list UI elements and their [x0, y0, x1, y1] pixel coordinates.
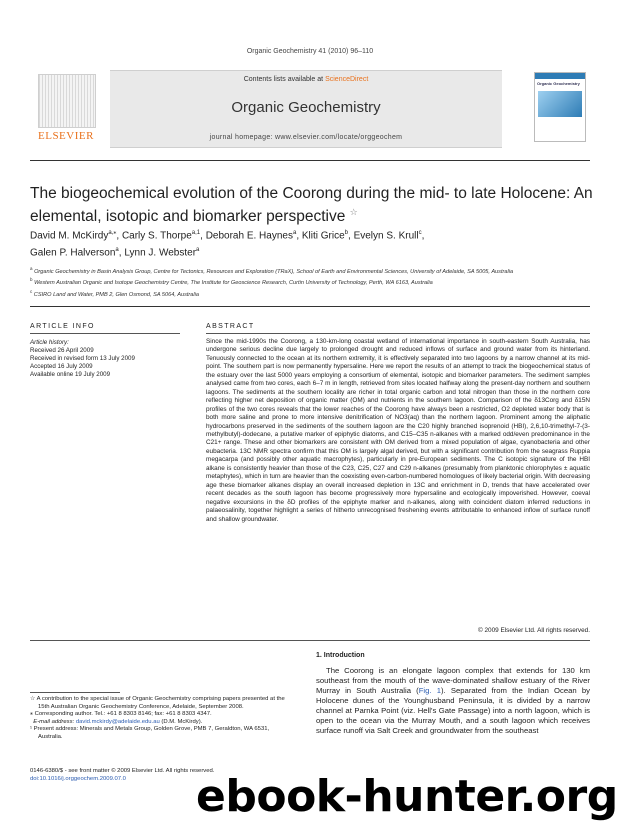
- footnote-star: [30, 696, 288, 711]
- abstract-copyright: © 2009 Elsevier Ltd. All rights reserved.: [478, 627, 590, 634]
- journal-reference: Organic Geochemistry 41 (2010) 96–110: [246, 48, 374, 55]
- affiliation-key: b: [30, 277, 33, 283]
- contents-line: [110, 76, 502, 83]
- history-accepted: Accepted 16 July 2009: [30, 363, 93, 370]
- article-info-heading: ARTICLE INFO: [30, 323, 95, 330]
- footnote-corresponding: [30, 711, 288, 719]
- front-matter-line: 0146-6380/$ - see front matter © 2009 Elsevier Ltd. All rights reserved.: [30, 768, 215, 774]
- affiliation-rule: [30, 306, 590, 307]
- journal-cover-thumbnail: [534, 72, 586, 142]
- cover-title: Organic Geochemistry: [537, 81, 580, 86]
- journal-masthead: [38, 70, 586, 150]
- author-affiliation-marker: a: [115, 247, 119, 254]
- article-title-text: The biogeochemical evolution of the Coorong during the mid- to late Holocene: An elemental, isotopic and biomarker perspective: [30, 185, 593, 226]
- footnote-rule: [30, 692, 120, 693]
- footnote-1-marker: ¹: [30, 726, 34, 732]
- abstract-text: Since the mid-1990s the Coorong, a 130-km-long coastal wetland of international importance in south-eastern South Australia, has undergone serious decline due largely to prolonged drought and reduced inflows of surface and ground water from its hinterland. Tenuously connected to the ocean at its northern extremity, it is effectively separated into two lagoons by a narrow channel at its mid-point. The southern part is now permanently hypersaline. Here we report the results of an attempt to track the biogeochemical status of the estuary over the last 5000 years employing a consortium of elemental, isotopic and biomarker parameters. The sediment samples analysed came from two cores, each 6–7 m in length, retrieved from sites located halfway along the present-day northern and southern lagoons. The sediments at the southern locality are richer in total organic carbon and total nitrogen than those in the northern core reflecting higher net deposition of organic matter (OM) and nutrients in the southern lagoon. Comparison of the δ13Corg and δ15N profiles of the two cores reveals that the lower reaches of the Coorong have always been a restricted, O2 depleted water body that is both more saline and prone to more intensive denitrification of NO3(aq) than the northern lagoon. Prominent among the aliphatic hydrocarbons preserved in the sediments of the southern lagoon are the C20 highly branched isoprenoid (HBI), 2,6,10-trimethyl-7-(3-methylbutyl)-dodecane, a putative marker of epiphytic diatoms, and C15–C35 n-alkanes with a marked odd/even predominance in the C21+ range. These and other biomarkers are consistent with OM derived from a mixed population of algae, cyanobacteria and other eubacteria. 13C NMR spectra confirm that this OM is largely algal derived, but with a significant contribution from the seagrass Ruppia megacarpa (and possibly other aquatic macrophytes), particularly in pre-European sediments. The C isotopic signature of the HBI alkane is consistently heavier than those of the C23, C25, C27 and C29 n-alkanes (presumably from planktonic chlorophytes ± aquatic metaphytes), which in turn are heavier than the coexisting even-carbon-numbered homologues of likely bacterial origin. With decreasing age these biomarker alkanes display an overall increased depletion in 13C and enrichment in D, trends that have accelerated over recent decades as the south lagoon has become progressively more hypersaline and ecologically impoverished. However, coeval negative excursions in the δD profiles of the epiphyte marker and n-alkanes, along with coincident diatom inferred reductions in palaeosalinity, together highlight a series of hitherto unrecognised freshening events attributable to enhanced inflow of surface runoff and shallow groundwater.: [206, 338, 590, 523]
- author-name[interactable]: Evelyn S. Krull: [353, 230, 419, 242]
- present-address-text: Present address: Minerals and Metals Group, Golden Grove, PMB 7, Geraldton, WA 6531, Australia.: [33, 726, 270, 740]
- fig-1-link[interactable]: Fig. 1: [418, 685, 441, 695]
- affiliations: [30, 265, 590, 299]
- affiliation-key: a: [30, 266, 33, 271]
- author-affiliation-marker: c: [418, 230, 422, 236]
- email-suffix: (D.M. McKirdy).: [161, 718, 203, 725]
- elsevier-tree-icon: [38, 74, 96, 128]
- footnote-star-text: A contribution to the special issue of Organic Geochemistry comprising papers presented at the 15th Australian Organic Geochemistry Conference, Adelaide, September 2008.: [36, 696, 285, 710]
- author-separator: ,: [116, 230, 122, 242]
- intro-part-2: ). Separated from the Indian Ocean by Holocene dunes of the Younghusband Peninsula, it is divided by a narrow channel at Parnka Point (viz. Hell's Gate Passage) into a north lagoon, which is open to the ocean via the Murray Mouth, and a south lagoon which receives surface runoff via Salt Creek and groundwater from the southeast: [316, 685, 590, 735]
- history-online: Available online 19 July 2009: [30, 371, 111, 378]
- footnote-star-icon: ☆: [30, 696, 37, 702]
- affiliation-item: [30, 276, 590, 287]
- elsevier-wordmark: ELSEVIER: [38, 130, 94, 142]
- author-name[interactable]: Kliti Grice: [301, 230, 345, 242]
- author-affiliation-marker: a,⁎: [108, 230, 117, 236]
- header-rule: [30, 160, 590, 161]
- watermark-text: ebook-hunter.org: [196, 771, 618, 822]
- elsevier-logo: [38, 74, 100, 146]
- author-separator: ,: [296, 230, 302, 242]
- title-footnote-star-icon[interactable]: ☆: [349, 207, 358, 217]
- author-name[interactable]: Galen P. Halverson: [30, 247, 116, 259]
- cover-image: [538, 91, 582, 117]
- article-history-label: Article history:: [30, 339, 69, 346]
- email-label: E-mail address:: [33, 718, 75, 725]
- sciencedirect-link[interactable]: ScienceDirect: [325, 76, 369, 83]
- affiliation-item: [30, 265, 590, 276]
- author-list: [30, 226, 590, 261]
- corresponding-asterisk-icon: ⁎: [30, 711, 35, 717]
- author-separator: ,: [348, 230, 354, 242]
- abstract-heading: ABSTRACT: [206, 323, 255, 330]
- journal-title: Organic Geochemistry: [231, 99, 381, 116]
- introduction-text: [316, 666, 590, 736]
- affiliation-item: [30, 288, 590, 299]
- affiliation-text: CSIRO Land and Water, PMB 2, Glen Osmond, SA 5064, Australia: [32, 291, 200, 298]
- article-info-rule: [30, 333, 180, 334]
- affiliation-text: Western Australian Organic and Isotope Geochemistry Centre, The Institute for Geoscience Research, Curtin University of Technology, Perth, WA 6163, Australia: [32, 280, 433, 287]
- affiliation-text: Organic Geochemistry in Basin Analysis Group, Centre for Tectonics, Resources and Exploration (TRaX), School of Earth and Environmental Sciences, University of Adelaide, SA 5005, Australia: [32, 268, 514, 275]
- footnotes: [30, 696, 288, 741]
- introduction-heading: 1. Introduction: [316, 652, 365, 659]
- author-affiliation-marker: a: [196, 247, 200, 254]
- doi-link[interactable]: doi:10.1016/j.orggeochem.2009.07.0: [30, 775, 126, 782]
- intro-part-1: The Coorong is an elongate lagoon complex that extends for 130 km southeast from the mouth of the wave-dominated shallow estuary of the River Murray in South Australia (: [316, 666, 590, 695]
- footnote-email: [30, 719, 288, 727]
- author-name[interactable]: Carly S. Thorpe: [121, 230, 192, 242]
- author-separator: ,: [421, 230, 425, 242]
- corresponding-text: Corresponding author. Tel.: +61 8 8303 8146; fax: +61 8 8303 4347.: [34, 711, 212, 717]
- contents-prefix: Contents lists available at: [243, 76, 324, 83]
- author-name[interactable]: David M. McKirdy: [30, 230, 109, 242]
- journal-banner: [110, 70, 502, 148]
- author-affiliation-marker: a: [292, 230, 297, 236]
- author-affiliation-marker: b: [344, 230, 349, 236]
- author-name[interactable]: Deborah E. Haynes: [205, 230, 293, 242]
- footnote-present-address: [30, 726, 288, 741]
- author-affiliation-marker: a,1: [191, 230, 201, 236]
- abstract-rule: [206, 333, 590, 334]
- article-title: [30, 184, 595, 226]
- author-separator: ,: [118, 247, 125, 259]
- affiliation-key: c: [30, 288, 33, 294]
- article-history: [30, 339, 180, 379]
- author-name[interactable]: Lynn J. Webster: [124, 247, 197, 259]
- history-received: Received 26 April 2009: [30, 347, 94, 354]
- email-link[interactable]: david.mckirdy@adelaide.edu.au: [75, 718, 160, 725]
- abstract-bottom-rule: [30, 640, 590, 641]
- journal-homepage[interactable]: journal homepage: www.elsevier.com/locate/orggeochem: [209, 134, 403, 141]
- author-separator: ,: [200, 230, 206, 242]
- history-revised: Received in revised form 13 July 2009: [30, 355, 135, 362]
